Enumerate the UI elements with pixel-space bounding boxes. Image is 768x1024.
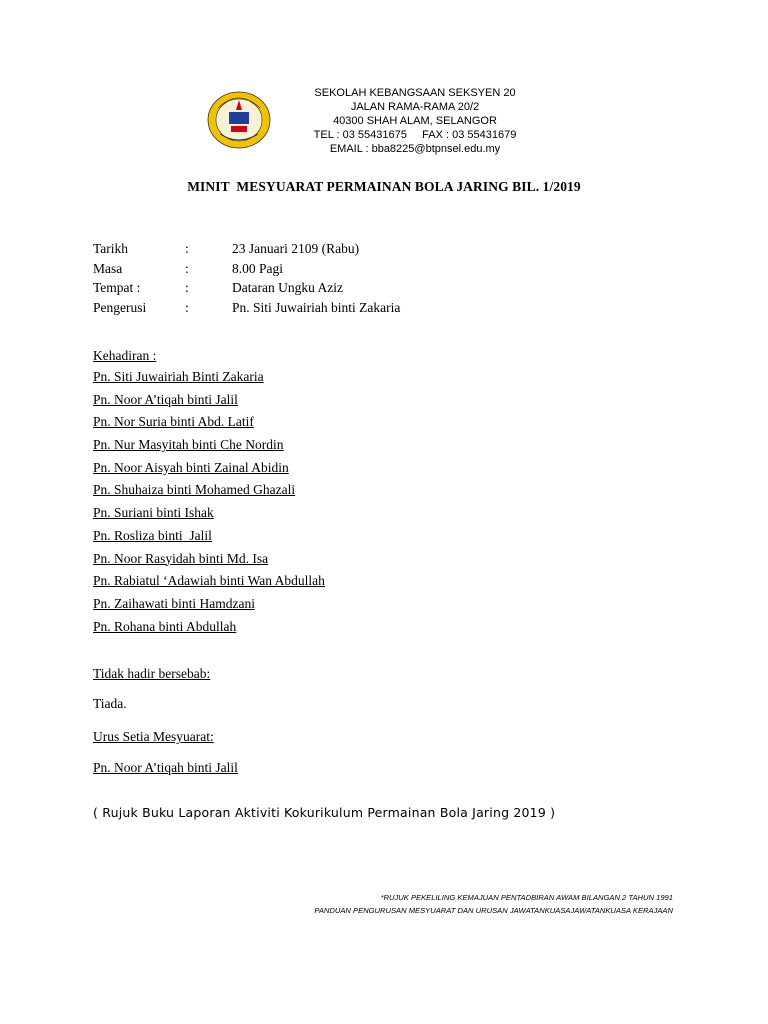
footer-line2: PANDUAN PENGURUSAN MESYUARAT DAN URUSAN JAWATANKUASAJAWATANKUASA KERAJAAN [314,906,673,915]
detail-value: Pn. Siti Juwairiah binti Zakaria [232,299,401,315]
attendee-item: Pn. Nur Masyitah binti Che Nordin [93,437,284,453]
footer-note [314,891,673,917]
school-email: EMAIL : bba8225@btpnsel.edu.my [329,143,501,155]
detail-label: Pengerusi [93,299,147,315]
school-logo [206,90,272,150]
attendee-item: Pn. Rohana binti Abdullah [93,618,237,634]
footer-line1: *RUJUK PEKELILING KEMAJUAN PENTADBIRAN AWAM BILANGAN 2 TAHUN 1991 [380,893,673,902]
detail-value: 23 Januari 2109 (Rabu) [232,241,360,256]
detail-label: Tempat : [93,280,141,295]
detail-colon: : [185,299,189,315]
detail-label: Masa [93,260,123,276]
attendee-item: Pn. Shuhaiza binti Mohamed Ghazali [93,482,296,498]
absent-value: Tiada. [93,696,127,711]
reference-note: ( Rujuk Buku Laporan Aktiviti Kokurikulum Permainan Bola Jaring 2019 ) [93,805,556,820]
school-address-line1: JALAN RAMA-RAMA 20/2 [350,101,480,113]
document-title: MINIT MESYUARAT PERMAINAN BOLA JARING BIL. 1/2019 [187,179,581,194]
attendee-item: Pn. Rabiatul ‘Adawiah binti Wan Abdullah [93,573,325,589]
detail-colon: : [185,260,189,276]
attendee-item: Pn. Noor A’tiqah binti Jalil [93,391,238,407]
school-phone: TEL : 03 55431675 FAX : 03 55431679 [313,129,517,141]
attendee-item: Pn. Siti Juwairiah Binti Zakaria [93,369,264,384]
detail-value: 8.00 Pagi [232,260,284,276]
detail-colon: : [185,280,189,295]
attendee-item: Pn. Zaihawati binti Hamdzani [93,595,255,611]
school-address-line2: 40300 SHAH ALAM, SELANGOR [333,115,497,127]
attendee-item: Pn. Nor Suria binti Abd. Latif [93,414,254,430]
secretary-heading: Urus Setia Mesyuarat: [93,729,214,744]
attendee-item: Pn. Noor Rasyidah binti Md. Isa [93,550,269,566]
absent-heading: Tidak hadir bersebab: [93,666,211,681]
school-info [280,86,550,156]
attendee-item: Pn. Noor Aisyah binti Zainal Abidin [93,459,289,475]
detail-label: Tarikh [93,241,129,256]
secretary-name: Pn. Noor A’tiqah binti Jalil [93,760,238,775]
attendance-heading: Kehadiran : [93,348,157,363]
detail-value: Dataran Ungku Aziz [232,280,343,295]
attendee-list [93,369,325,641]
school-name: SEKOLAH KEBANGSAAN SEKSYEN 20 [314,87,516,99]
letterhead [206,86,546,156]
attendee-item: Pn. Suriani binti Ishak [93,505,214,521]
attendee-item: Pn. Rosliza binti Jalil [93,527,212,543]
detail-colon: : [185,241,189,256]
